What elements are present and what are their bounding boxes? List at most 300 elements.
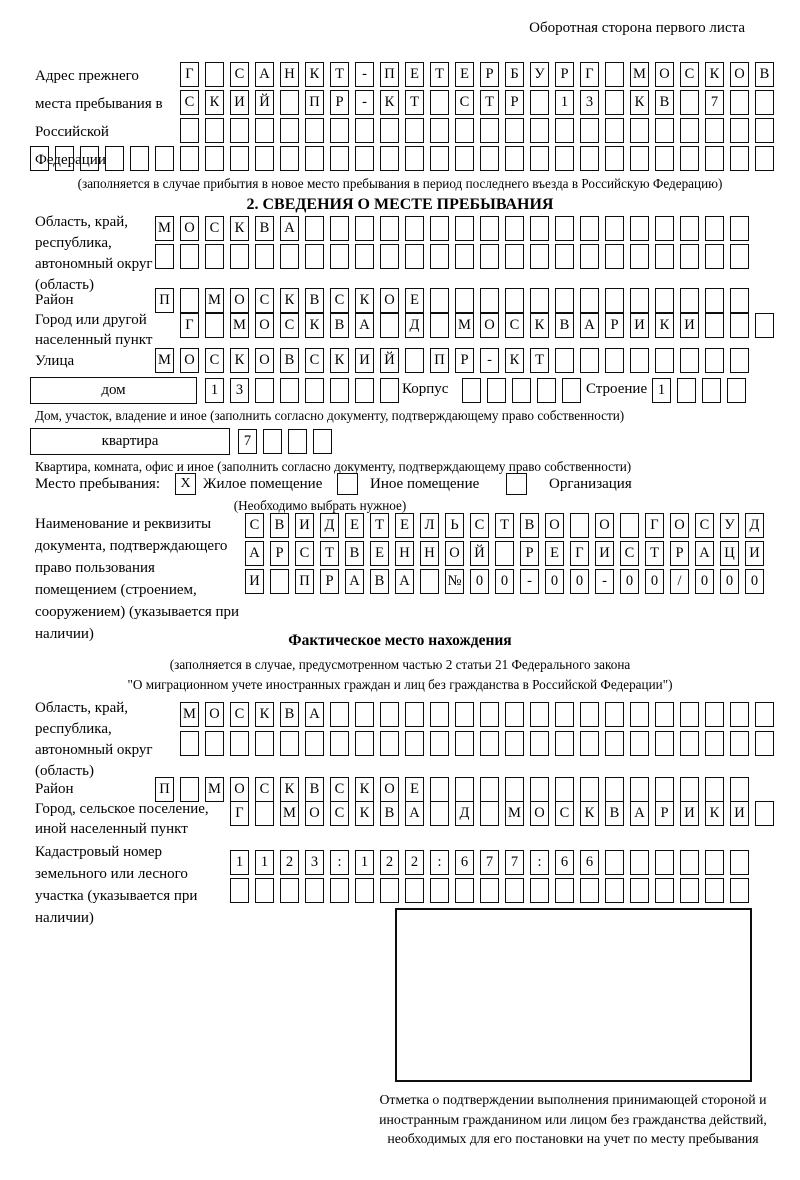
- form-cell: И: [730, 801, 749, 826]
- form-cell: [730, 216, 749, 241]
- form-cell: О: [480, 313, 499, 338]
- form-cell: М: [230, 313, 249, 338]
- form-cell: [605, 702, 624, 727]
- form-cell: [430, 146, 449, 171]
- form-cell: О: [305, 801, 324, 826]
- form-cell: К: [505, 348, 524, 373]
- form-cell: 6: [580, 850, 599, 875]
- form-cell: [630, 118, 649, 143]
- form-cell: А: [395, 569, 414, 594]
- form-cell: [205, 118, 224, 143]
- form-cell: [155, 146, 174, 171]
- form-cell: 2: [380, 850, 399, 875]
- form-cell: [655, 702, 674, 727]
- form-cell: А: [345, 569, 364, 594]
- form-cell: П: [295, 569, 314, 594]
- form-cell: [230, 878, 249, 903]
- form-cell: О: [380, 288, 399, 313]
- form-cell: [480, 801, 499, 826]
- form-cell: Р: [520, 541, 539, 566]
- form-cell: Р: [670, 541, 689, 566]
- form-cell: [730, 348, 749, 373]
- form-cell: С: [555, 801, 574, 826]
- confirmation-mark-caption: Отметка о подтверждении выполнения принимающей стороной и иностранным гражданином или лицом без гражданства действий, необходимых для его постановки на учет по месту пребывания: [379, 1092, 767, 1146]
- form-cell: [380, 216, 399, 241]
- form-cell: Е: [345, 513, 364, 538]
- form-cell: [680, 216, 699, 241]
- form-cell: Д: [405, 313, 424, 338]
- form-cell: 7: [238, 429, 257, 454]
- form-cell: -: [355, 62, 374, 87]
- form-cell: М: [205, 288, 224, 313]
- form-cell: Р: [330, 90, 349, 115]
- form-cell: /: [670, 569, 689, 594]
- form-cell: О: [445, 541, 464, 566]
- form-cell: Б: [505, 62, 524, 87]
- form-cell: [705, 878, 724, 903]
- form-cell: [680, 850, 699, 875]
- form-cell: Т: [405, 90, 424, 115]
- form-cell: К: [230, 348, 249, 373]
- form-cell: 7: [505, 850, 524, 875]
- stay-note: (Необходимо выбрать нужное): [233, 498, 407, 513]
- form-cell: :: [330, 850, 349, 875]
- form-cell: 3: [580, 90, 599, 115]
- form-cell: К: [330, 348, 349, 373]
- form-cell: [305, 731, 324, 756]
- form-cell: Р: [555, 62, 574, 87]
- form-cell: [330, 244, 349, 269]
- form-cell: [555, 702, 574, 727]
- form-cell: [555, 146, 574, 171]
- form-cell: [505, 146, 524, 171]
- form-cell: [755, 146, 774, 171]
- form-cell: К: [705, 801, 724, 826]
- form-cell: О: [530, 801, 549, 826]
- form-cell: [730, 731, 749, 756]
- form-cell: [705, 850, 724, 875]
- form-cell: И: [355, 348, 374, 373]
- form-cell: Ц: [720, 541, 739, 566]
- form-cell: [505, 702, 524, 727]
- form-cell: Т: [430, 62, 449, 87]
- form-cell: Т: [495, 513, 514, 538]
- form-cell: С: [205, 216, 224, 241]
- form-cell: [730, 288, 749, 313]
- prev-address-note: (заполняется в случае прибытия в новое место пребывания в период последнего въезда в Российскую Федерацию): [77, 176, 723, 191]
- form-cell: [605, 731, 624, 756]
- form-cell: [580, 348, 599, 373]
- form-cell: М: [180, 702, 199, 727]
- form-cell: Р: [605, 313, 624, 338]
- form-cell: 3: [305, 850, 324, 875]
- form-cell: К: [380, 90, 399, 115]
- form-cell: [555, 288, 574, 313]
- form-cell: [755, 801, 774, 826]
- form-cell: [530, 731, 549, 756]
- form-cell: [280, 90, 299, 115]
- form-cell: [530, 244, 549, 269]
- form-cell: [288, 429, 307, 454]
- form-cell: Д: [745, 513, 764, 538]
- form-cell: К: [705, 62, 724, 87]
- form-cell: А: [405, 801, 424, 826]
- confirmation-mark-box: [395, 908, 752, 1082]
- form-cell: [480, 216, 499, 241]
- form-cell: [530, 146, 549, 171]
- form-cell: [355, 244, 374, 269]
- form-cell: В: [330, 313, 349, 338]
- form-cell: Е: [405, 777, 424, 802]
- form-cell: С: [330, 777, 349, 802]
- form-cell: [605, 878, 624, 903]
- document-label: Наименование и реквизиты документа, подтверждающего право пользования помещением (строением, сооружением) (указывается при наличии): [35, 516, 240, 642]
- form-cell: 3: [230, 378, 249, 403]
- form-cell: [630, 777, 649, 802]
- form-cell: С: [505, 313, 524, 338]
- form-cell: П: [155, 288, 174, 313]
- form-cell: С: [330, 288, 349, 313]
- form-cell: 0: [495, 569, 514, 594]
- form-cell: [355, 731, 374, 756]
- form-cell: [605, 850, 624, 875]
- form-cell: 2: [405, 850, 424, 875]
- form-cell: [630, 216, 649, 241]
- form-cell: [280, 878, 299, 903]
- form-cell: [380, 702, 399, 727]
- form-cell: [280, 118, 299, 143]
- form-cell: [580, 288, 599, 313]
- form-cell: [755, 313, 774, 338]
- form-cell: О: [255, 348, 274, 373]
- form-cell: О: [545, 513, 564, 538]
- form-cell: [405, 244, 424, 269]
- form-cell: [580, 216, 599, 241]
- form-cell: [230, 146, 249, 171]
- form-cell: [455, 777, 474, 802]
- actual-district-row: [155, 777, 749, 802]
- form-cell: Р: [320, 569, 339, 594]
- form-cell: И: [245, 569, 264, 594]
- form-cell: [330, 731, 349, 756]
- form-cell: [580, 702, 599, 727]
- form-cell: [455, 702, 474, 727]
- form-cell: К: [280, 777, 299, 802]
- form-cell: В: [305, 288, 324, 313]
- house-box-label: дом: [30, 377, 197, 404]
- form-cell: С: [255, 288, 274, 313]
- form-cell: Г: [580, 62, 599, 87]
- form-cell: 1: [230, 850, 249, 875]
- form-cell: [530, 777, 549, 802]
- form-cell: [255, 878, 274, 903]
- form-cell: [455, 288, 474, 313]
- form-cell: П: [305, 90, 324, 115]
- form-cell: А: [355, 313, 374, 338]
- form-cell: [305, 878, 324, 903]
- form-cell: [530, 878, 549, 903]
- form-cell: [537, 378, 556, 403]
- street-row: [155, 348, 749, 373]
- form-cell: №: [445, 569, 464, 594]
- form-cell: [355, 378, 374, 403]
- form-cell: [455, 118, 474, 143]
- stay-option-other-label: Иное помещение: [370, 476, 480, 492]
- form-cell: [430, 288, 449, 313]
- form-cell: М: [155, 216, 174, 241]
- form-cell: Р: [655, 801, 674, 826]
- form-cell: О: [180, 348, 199, 373]
- form-cell: [255, 378, 274, 403]
- actual-location-note-1: (заполняется в случае, предусмотренном частью 2 статьи 21 Федерального закона: [169, 657, 631, 672]
- form-cell: [655, 216, 674, 241]
- form-cell: [605, 288, 624, 313]
- form-cell: -: [595, 569, 614, 594]
- form-cell: С: [295, 541, 314, 566]
- form-cell: Е: [405, 62, 424, 87]
- form-cell: П: [380, 62, 399, 87]
- form-cell: 0: [645, 569, 664, 594]
- form-cell: [730, 146, 749, 171]
- form-cell: [730, 244, 749, 269]
- form-cell: [462, 378, 481, 403]
- form-cell: [380, 378, 399, 403]
- form-cell: [655, 244, 674, 269]
- form-cell: [380, 878, 399, 903]
- form-cell: [630, 878, 649, 903]
- form-cell: 1: [255, 850, 274, 875]
- form-cell: [495, 541, 514, 566]
- form-cell: [380, 244, 399, 269]
- form-cell: 6: [555, 850, 574, 875]
- form-cell: Д: [455, 801, 474, 826]
- form-cell: [480, 878, 499, 903]
- form-cell: О: [670, 513, 689, 538]
- form-cell: [380, 146, 399, 171]
- form-cell: Й: [255, 90, 274, 115]
- form-cell: [430, 244, 449, 269]
- form-cell: Й: [380, 348, 399, 373]
- stay-option-residential-label: Жилое помещение: [203, 476, 323, 492]
- form-cell: [405, 118, 424, 143]
- form-cell: [455, 731, 474, 756]
- form-cell: [255, 801, 274, 826]
- stay-checkbox-other: [337, 473, 358, 495]
- form-cell: [505, 777, 524, 802]
- form-cell: [480, 118, 499, 143]
- form-cell: В: [380, 801, 399, 826]
- form-cell: К: [255, 702, 274, 727]
- form-cell: В: [370, 569, 389, 594]
- form-cell: [430, 702, 449, 727]
- form-cell: К: [355, 288, 374, 313]
- form-cell: [580, 777, 599, 802]
- form-cell: 0: [545, 569, 564, 594]
- form-cell: В: [755, 62, 774, 87]
- form-cell: О: [595, 513, 614, 538]
- form-cell: [305, 146, 324, 171]
- form-cell: Г: [645, 513, 664, 538]
- form-cell: О: [730, 62, 749, 87]
- form-cell: М: [155, 348, 174, 373]
- form-cell: [555, 348, 574, 373]
- actual-location-title: Фактическое место нахождения: [288, 632, 512, 649]
- form-cell: [705, 288, 724, 313]
- form-cell: [605, 216, 624, 241]
- form-cell: [330, 702, 349, 727]
- form-cell: С: [620, 541, 639, 566]
- form-cell: [677, 378, 696, 403]
- region-row-1: [155, 216, 749, 241]
- form-cell: 0: [720, 569, 739, 594]
- form-cell: С: [245, 513, 264, 538]
- form-cell: Г: [180, 313, 199, 338]
- form-cell: [705, 702, 724, 727]
- form-cell: [230, 118, 249, 143]
- form-cell: 1: [555, 90, 574, 115]
- form-cell: Е: [455, 62, 474, 87]
- form-cell: [180, 244, 199, 269]
- form-cell: [330, 118, 349, 143]
- form-cell: [655, 731, 674, 756]
- district-row: [155, 288, 749, 313]
- form-cell: Т: [320, 541, 339, 566]
- form-cell: М: [505, 801, 524, 826]
- form-cell: К: [230, 216, 249, 241]
- form-cell: [705, 216, 724, 241]
- form-cell: [730, 878, 749, 903]
- form-cell: [630, 146, 649, 171]
- form-cell: [505, 216, 524, 241]
- form-cell: [630, 850, 649, 875]
- form-cell: [480, 777, 499, 802]
- form-cell: [280, 146, 299, 171]
- form-cell: Р: [480, 62, 499, 87]
- form-cell: [755, 702, 774, 727]
- prev-address-row-3: [180, 118, 774, 143]
- form-cell: [80, 146, 99, 171]
- form-cell: О: [180, 216, 199, 241]
- form-cell: [730, 777, 749, 802]
- form-cell: М: [205, 777, 224, 802]
- form-cell: [562, 378, 581, 403]
- form-cell: Й: [470, 541, 489, 566]
- form-cell: [270, 569, 289, 594]
- form-cell: С: [205, 348, 224, 373]
- form-cell: А: [255, 62, 274, 87]
- form-cell: А: [305, 702, 324, 727]
- stay-checkbox-organization: [506, 473, 527, 495]
- region-label: Область, край, республика, автономный округ (область): [35, 214, 153, 293]
- form-cell: Л: [420, 513, 439, 538]
- form-cell: А: [245, 541, 264, 566]
- header-note: Оборотная сторона первого листа: [529, 20, 745, 36]
- form-cell: В: [555, 313, 574, 338]
- form-cell: [605, 244, 624, 269]
- form-cell: А: [695, 541, 714, 566]
- form-cell: [580, 118, 599, 143]
- actual-region-label: Область, край, республика, автономный округ (область): [35, 700, 153, 779]
- form-cell: [505, 244, 524, 269]
- form-cell: [505, 878, 524, 903]
- form-cell: О: [230, 288, 249, 313]
- form-cell: [512, 378, 531, 403]
- form-cell: [555, 216, 574, 241]
- form-cell: [255, 244, 274, 269]
- form-cell: -: [480, 348, 499, 373]
- form-cell: В: [255, 216, 274, 241]
- form-cell: И: [595, 541, 614, 566]
- cadastral-row-1: [230, 850, 749, 875]
- form-cell: -: [520, 569, 539, 594]
- form-cell: М: [630, 62, 649, 87]
- form-cell: С: [280, 313, 299, 338]
- form-cell: 7: [705, 90, 724, 115]
- form-cell: [205, 731, 224, 756]
- form-cell: [605, 118, 624, 143]
- form-cell: С: [330, 801, 349, 826]
- form-cell: [655, 288, 674, 313]
- form-cell: [205, 146, 224, 171]
- form-cell: Н: [395, 541, 414, 566]
- form-cell: 6: [455, 850, 474, 875]
- form-cell: Т: [330, 62, 349, 87]
- form-cell: С: [180, 90, 199, 115]
- form-cell: [727, 378, 746, 403]
- form-cell: [655, 348, 674, 373]
- form-cell: А: [280, 216, 299, 241]
- form-cell: Е: [545, 541, 564, 566]
- form-cell: В: [655, 90, 674, 115]
- form-cell: [430, 731, 449, 756]
- form-cell: [570, 513, 589, 538]
- form-cell: В: [520, 513, 539, 538]
- form-cell: [355, 702, 374, 727]
- form-cell: [505, 118, 524, 143]
- form-cell: [555, 878, 574, 903]
- form-cell: [380, 731, 399, 756]
- form-cell: К: [205, 90, 224, 115]
- form-cell: 7: [480, 850, 499, 875]
- document-row-1: [245, 513, 764, 538]
- form-cell: [755, 118, 774, 143]
- form-cell: [430, 216, 449, 241]
- apartment-note: Квартира, комната, офис и иное (заполнить согласно документу, подтверждающему право собственности): [35, 459, 632, 474]
- form-cell: [505, 731, 524, 756]
- form-cell: [280, 378, 299, 403]
- form-cell: [30, 146, 49, 171]
- actual-district-label: Район: [35, 781, 74, 797]
- form-cell: [620, 513, 639, 538]
- form-cell: [480, 288, 499, 313]
- form-cell: [530, 118, 549, 143]
- form-cell: Н: [280, 62, 299, 87]
- form-cell: И: [680, 313, 699, 338]
- form-cell: [730, 118, 749, 143]
- form-cell: [255, 146, 274, 171]
- form-cell: [430, 313, 449, 338]
- form-cell: [630, 731, 649, 756]
- form-cell: 2: [280, 850, 299, 875]
- form-cell: [655, 118, 674, 143]
- form-cell: К: [305, 62, 324, 87]
- form-cell: [680, 118, 699, 143]
- form-cell: [680, 731, 699, 756]
- form-cell: И: [745, 541, 764, 566]
- form-cell: К: [580, 801, 599, 826]
- form-cell: Р: [505, 90, 524, 115]
- form-cell: [180, 146, 199, 171]
